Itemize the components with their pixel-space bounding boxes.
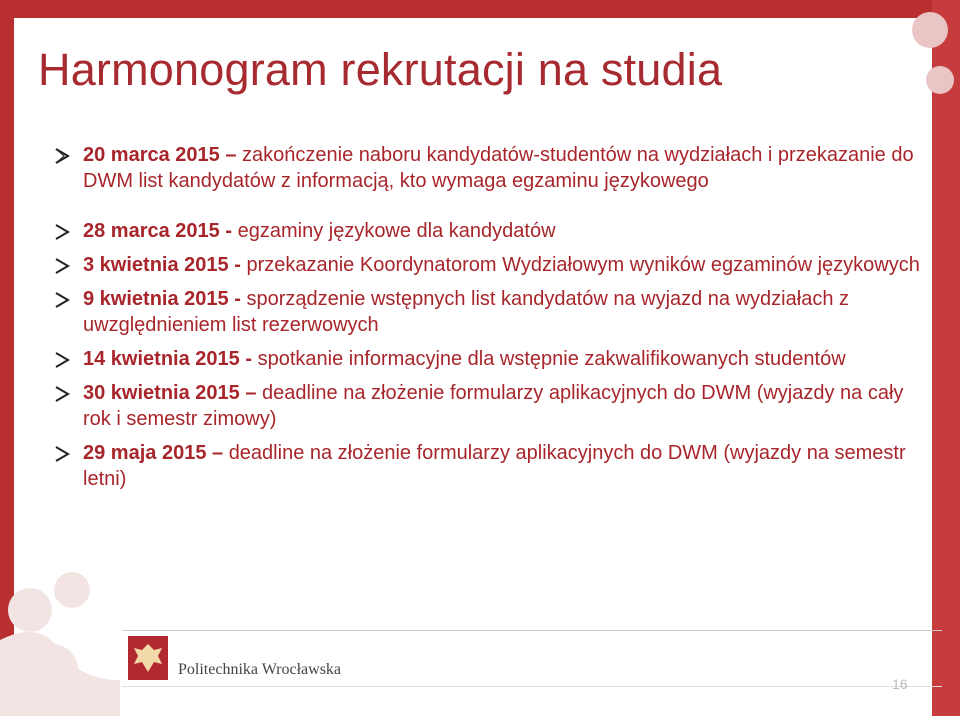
arrow-bullet-icon — [54, 148, 70, 164]
item-separator: - — [245, 348, 253, 370]
item-text: deadline na złożenie formularzy aplikacyjnych do DWM (wyjazdy na semestr letni) — [83, 442, 906, 490]
item-text: spotkanie informacyjne dla wstępnie zakwalifikowanych studentów — [257, 348, 846, 370]
item-date: 20 marca 2015 — [83, 144, 220, 166]
list-item — [54, 252, 924, 278]
item-separator: – — [225, 144, 237, 166]
arrow-bullet-icon — [54, 258, 70, 274]
arrow-bullet-icon — [54, 386, 70, 402]
page-number: 16 — [892, 676, 908, 692]
item-separator: - — [234, 288, 241, 310]
list-item — [54, 380, 924, 432]
list-item — [54, 440, 924, 492]
arrow-bullet-icon — [54, 352, 70, 368]
schedule-list — [54, 142, 924, 492]
item-date: 9 kwietnia 2015 — [83, 288, 229, 310]
item-separator: - — [225, 220, 233, 242]
item-text: przekazanie Koordynatorom Wydziałowym wyników egzaminów językowych — [246, 254, 920, 276]
item-date: 14 kwietnia 2015 — [83, 348, 240, 370]
item-separator: – — [245, 382, 257, 404]
item-date: 29 maja 2015 — [83, 442, 207, 464]
item-text: zakończenie naboru kandydatów-studentów na wydziałach i przekazanie do DWM list kandydatów z informacją, kto wymaga egzaminu językowego — [83, 144, 914, 192]
item-text: sporządzenie wstępnych list kandydatów na wyjazd na wydziałach z uwzględnieniem list rezerwowych — [83, 288, 849, 336]
item-text: deadline na złożenie formularzy aplikacyjnych do DWM (wyjazdy na cały rok i semestr zimowy) — [83, 382, 904, 430]
item-separator: – — [212, 442, 224, 464]
list-item — [54, 218, 924, 244]
decorative-swirl-icon — [900, 0, 960, 120]
item-date: 28 marca 2015 — [83, 220, 220, 242]
item-date: 3 kwietnia 2015 — [83, 254, 229, 276]
arrow-bullet-icon — [54, 446, 70, 462]
footer-divider — [122, 630, 942, 631]
arrow-bullet-icon — [54, 224, 70, 240]
eagle-crest-icon — [128, 636, 168, 680]
decorative-swirl-icon — [0, 520, 120, 716]
arrow-bullet-icon — [54, 292, 70, 308]
university-logo — [128, 636, 168, 680]
list-item — [54, 286, 924, 338]
item-date: 30 kwietnia 2015 — [83, 382, 240, 404]
item-separator: - — [234, 254, 241, 276]
list-item — [54, 142, 924, 194]
footer-divider — [122, 686, 942, 687]
item-text: egzaminy językowe dla kandydatów — [237, 220, 556, 242]
list-item — [54, 346, 924, 372]
page-title: Harmonogram rekrutacji na studia — [38, 44, 723, 95]
university-name: Politechnika Wrocławska — [178, 661, 342, 678]
